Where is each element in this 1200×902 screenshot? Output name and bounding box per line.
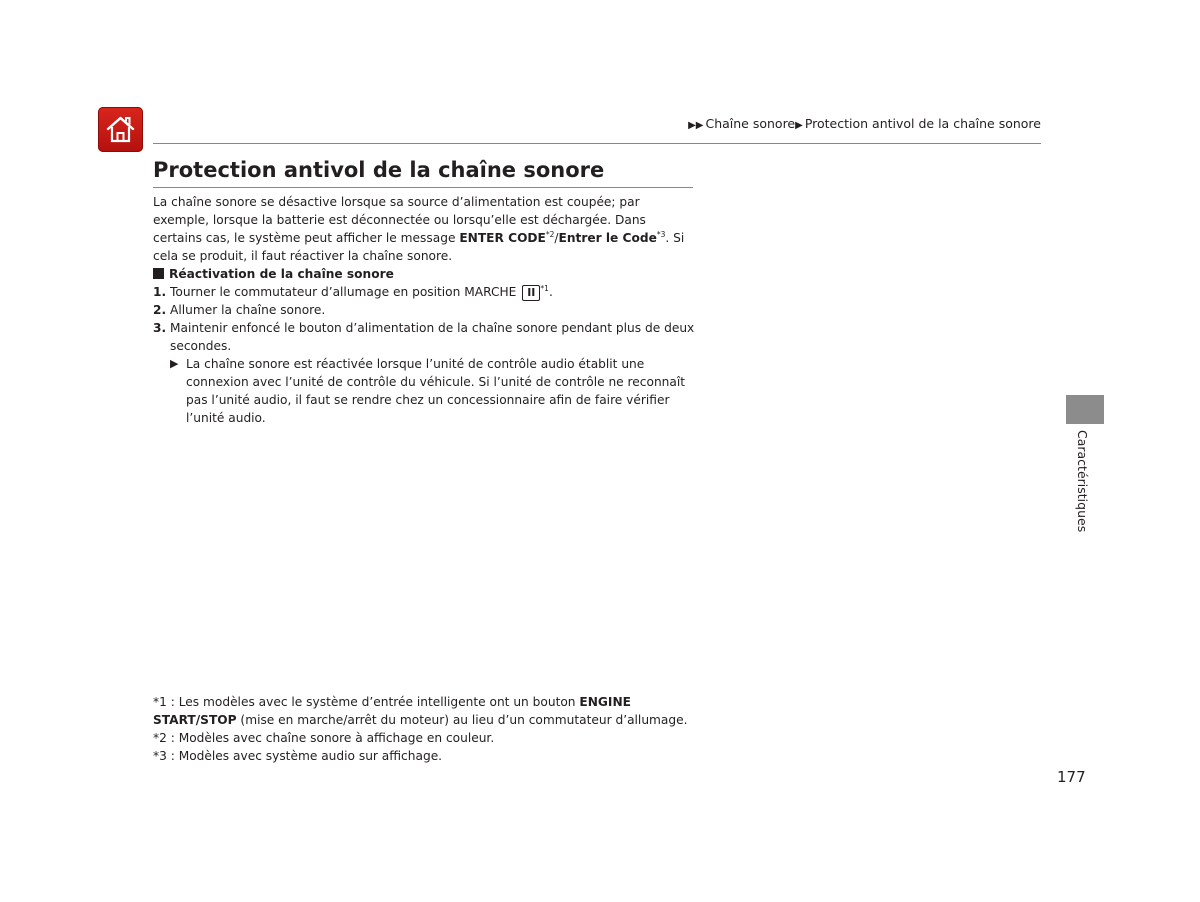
entrer-code-text: Entrer le Code — [558, 231, 657, 245]
engine-start-stop-text: ENGINE START/STOP — [153, 695, 631, 727]
step-3-note — [153, 355, 698, 427]
breadcrumb-item[interactable]: Chaîne sonore — [705, 116, 796, 131]
step-punctuation: . — [548, 285, 553, 299]
ignition-position-key-icon: II — [522, 285, 540, 301]
step-text: Allumer la chaîne sonore. — [170, 303, 326, 317]
footnote-ref: *2 — [545, 230, 555, 239]
footnotes — [153, 693, 713, 765]
home-icon — [104, 113, 137, 146]
intro-paragraph — [153, 193, 698, 265]
square-bullet-icon — [153, 268, 164, 279]
side-tab-label[interactable]: Caractéristiques — [1075, 430, 1090, 533]
breadcrumb-item-current: Protection antivol de la chaîne sonore — [804, 116, 1041, 131]
step-1 — [153, 283, 698, 301]
page-number: 177 — [1057, 768, 1086, 786]
side-tab-marker[interactable] — [1066, 395, 1104, 424]
slash: / — [554, 231, 559, 245]
arrow-icon: ▶ — [170, 357, 179, 370]
footnote-text: *1 : Les modèles avec le système d’entrée intelligente ont un bouton — [153, 695, 580, 709]
section-heading — [153, 265, 698, 283]
note-text: La chaîne sonore est réactivée lorsque l’unité de contrôle audio établit une connexion avec l’unité de contrôle du véhicule. Si l’unité de contrôle ne reconnaît pas l’unité audio, il faut se rendre chez un concessionnaire afin de faire vérifier l’unité audio. — [186, 357, 686, 425]
step-3 — [153, 319, 698, 355]
intro-text: La chaîne sonore se désactive lorsque sa source d’alimentation est coupée; par exemple, lorsque la batterie est déconnectée ou lorsqu’elle est déchargée. Dans certains cas, le système peut afficher le message — [153, 195, 646, 245]
title-divider — [153, 187, 693, 188]
footnote-text: (mise en marche/arrêt du moteur) au lieu d’un commutateur d’allumage. — [236, 713, 688, 727]
footnote-ref: *1 — [540, 284, 549, 293]
enter-code-text: ENTER CODE — [459, 231, 546, 245]
section-heading-text: Réactivation de la chaîne sonore — [169, 267, 394, 281]
home-button[interactable] — [98, 107, 143, 152]
step-number: 3. — [153, 321, 167, 335]
arrow-icon: ▶ — [795, 120, 803, 131]
step-2 — [153, 301, 698, 319]
step-number: 2. — [153, 303, 167, 317]
footnote-ref: *3 — [656, 230, 666, 239]
page-title: Protection antivol de la chaîne sonore — [153, 158, 605, 182]
footnote-1 — [153, 693, 713, 729]
header-divider — [153, 143, 1041, 144]
step-text: Maintenir enfoncé le bouton d’alimentation de la chaîne sonore pendant plus de deux secondes. — [170, 321, 695, 353]
intro-text-end: . Si cela se produit, il faut réactiver la chaîne sonore. — [153, 231, 685, 263]
main-content — [153, 193, 698, 427]
breadcrumb — [688, 116, 1041, 131]
step-number: 1. — [153, 285, 167, 299]
footnote-3: *3 : Modèles avec système audio sur affichage. — [153, 749, 443, 763]
double-arrow-icon: ▶▶ — [688, 120, 704, 131]
footnote-2: *2 : Modèles avec chaîne sonore à affichage en couleur. — [153, 731, 495, 745]
step-text: Tourner le commutateur d’allumage en position MARCHE — [170, 285, 521, 299]
